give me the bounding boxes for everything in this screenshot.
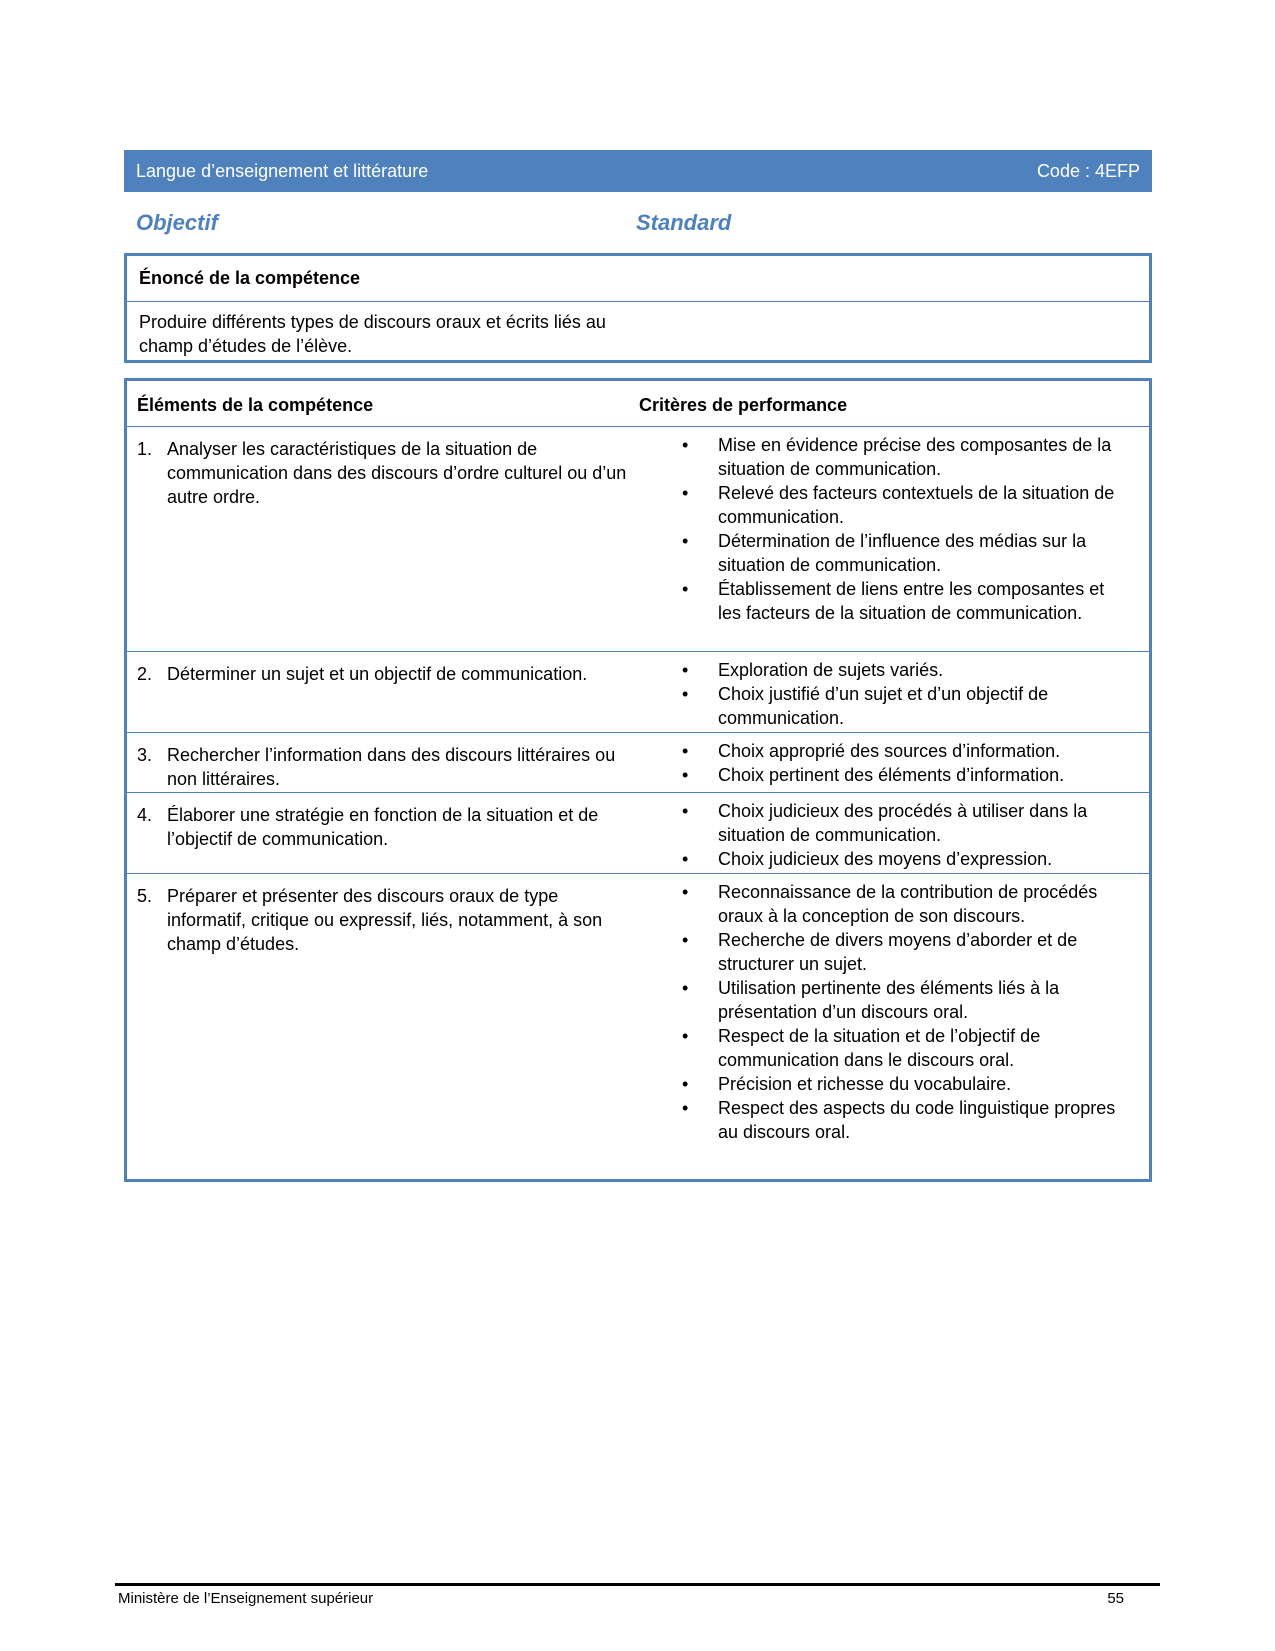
criterion-item: • Respect des aspects du code linguistique propres au discours oral. [682, 1096, 1132, 1144]
criterion-item: • Relevé des facteurs contextuels de la situation de communication. [682, 481, 1132, 529]
criterion-item: • Choix judicieux des moyens d’expression. [682, 847, 1132, 871]
element-cell [137, 662, 627, 686]
enonce-box [124, 253, 1152, 363]
table-row [127, 793, 1149, 874]
criterion-item: • Choix justifié d’un sujet et d’un objectif de communication. [682, 682, 1132, 730]
objective-row [136, 210, 756, 236]
element-cell [137, 743, 627, 791]
col-elements: Éléments de la compétence [137, 395, 374, 415]
criteria-cell [682, 880, 1132, 1144]
criterion-item: • Recherche de divers moyens d’aborder et de structurer un sujet. [682, 928, 1132, 976]
course-code: Code : 4EFP [1036, 160, 1140, 181]
criterion-item: • Choix approprié des sources d’information. [682, 739, 1132, 763]
element-text: Analyser les caractéristiques de la situation de communication dans des discours d’ordre culturel ou d’un autre ordre. [167, 439, 627, 507]
element-number: 4. [137, 805, 153, 825]
footer-ministry: Ministère de l’Enseignement supérieur [118, 1590, 374, 1607]
criteria-cell [682, 739, 1132, 787]
table-row [127, 427, 1149, 652]
criterion-item: • Détermination de l’influence des médias sur la situation de communication. [682, 529, 1132, 577]
enonce-text: Produire différents types de discours oraux et écrits liés au champ d’études de l’élève. [139, 312, 606, 356]
element-number: 3. [137, 745, 153, 765]
element-cell [137, 803, 627, 851]
element-number: 1. [137, 439, 153, 459]
page-number: 55 [1107, 1590, 1124, 1607]
criterion-item: • Respect de la situation et de l’objectif de communication dans le discours oral. [682, 1024, 1132, 1072]
footer [118, 1590, 1124, 1607]
criterion-item: • Reconnaissance de la contribution de procédés oraux à la conception de son discours. [682, 880, 1132, 928]
standard-label: Standard [636, 210, 732, 235]
col-criteres: Critères de performance [639, 395, 848, 415]
criterion-item: • Choix judicieux des procédés à utiliser dans la situation de communication. [682, 799, 1132, 847]
criterion-item: • Exploration de sujets variés. [682, 658, 1132, 682]
criteria-cell [682, 433, 1132, 625]
criteria-cell [682, 799, 1132, 871]
footer-divider [115, 1583, 1160, 1586]
criteria-cell [682, 658, 1132, 730]
enonce-title: Énoncé de la compétence [127, 256, 1149, 302]
element-text: Élaborer une stratégie en fonction de la situation et de l’objectif de communication. [167, 805, 599, 849]
objective-label: Objectif [136, 210, 218, 235]
element-text: Rechercher l’information dans des discours littéraires ou non littéraires. [167, 745, 616, 789]
criterion-item: • Choix pertinent des éléments d’information. [682, 763, 1132, 787]
competence-table [124, 378, 1152, 1182]
table-row [127, 733, 1149, 793]
element-text: Déterminer un sujet et un objectif de communication. [167, 664, 588, 684]
element-number: 2. [137, 664, 153, 684]
header-bar [124, 150, 1152, 192]
element-number: 5. [137, 886, 153, 906]
criterion-item: • Utilisation pertinente des éléments liés à la présentation d’un discours oral. [682, 976, 1132, 1024]
course-title: Langue d’enseignement et littérature [136, 160, 429, 181]
criterion-item: • Précision et richesse du vocabulaire. [682, 1072, 1132, 1096]
table-row [127, 652, 1149, 733]
element-text: Préparer et présenter des discours oraux de type informatif, critique ou expressif, liés, notamment, à son champ d’études. [167, 886, 603, 954]
table-row [127, 874, 1149, 1174]
element-cell [137, 437, 627, 509]
criterion-item: • Mise en évidence précise des composantes de la situation de communication. [682, 433, 1132, 481]
element-cell [137, 884, 627, 956]
table-header [127, 381, 1149, 427]
criterion-item: • Établissement de liens entre les composantes et les facteurs de la situation de communication. [682, 577, 1132, 625]
